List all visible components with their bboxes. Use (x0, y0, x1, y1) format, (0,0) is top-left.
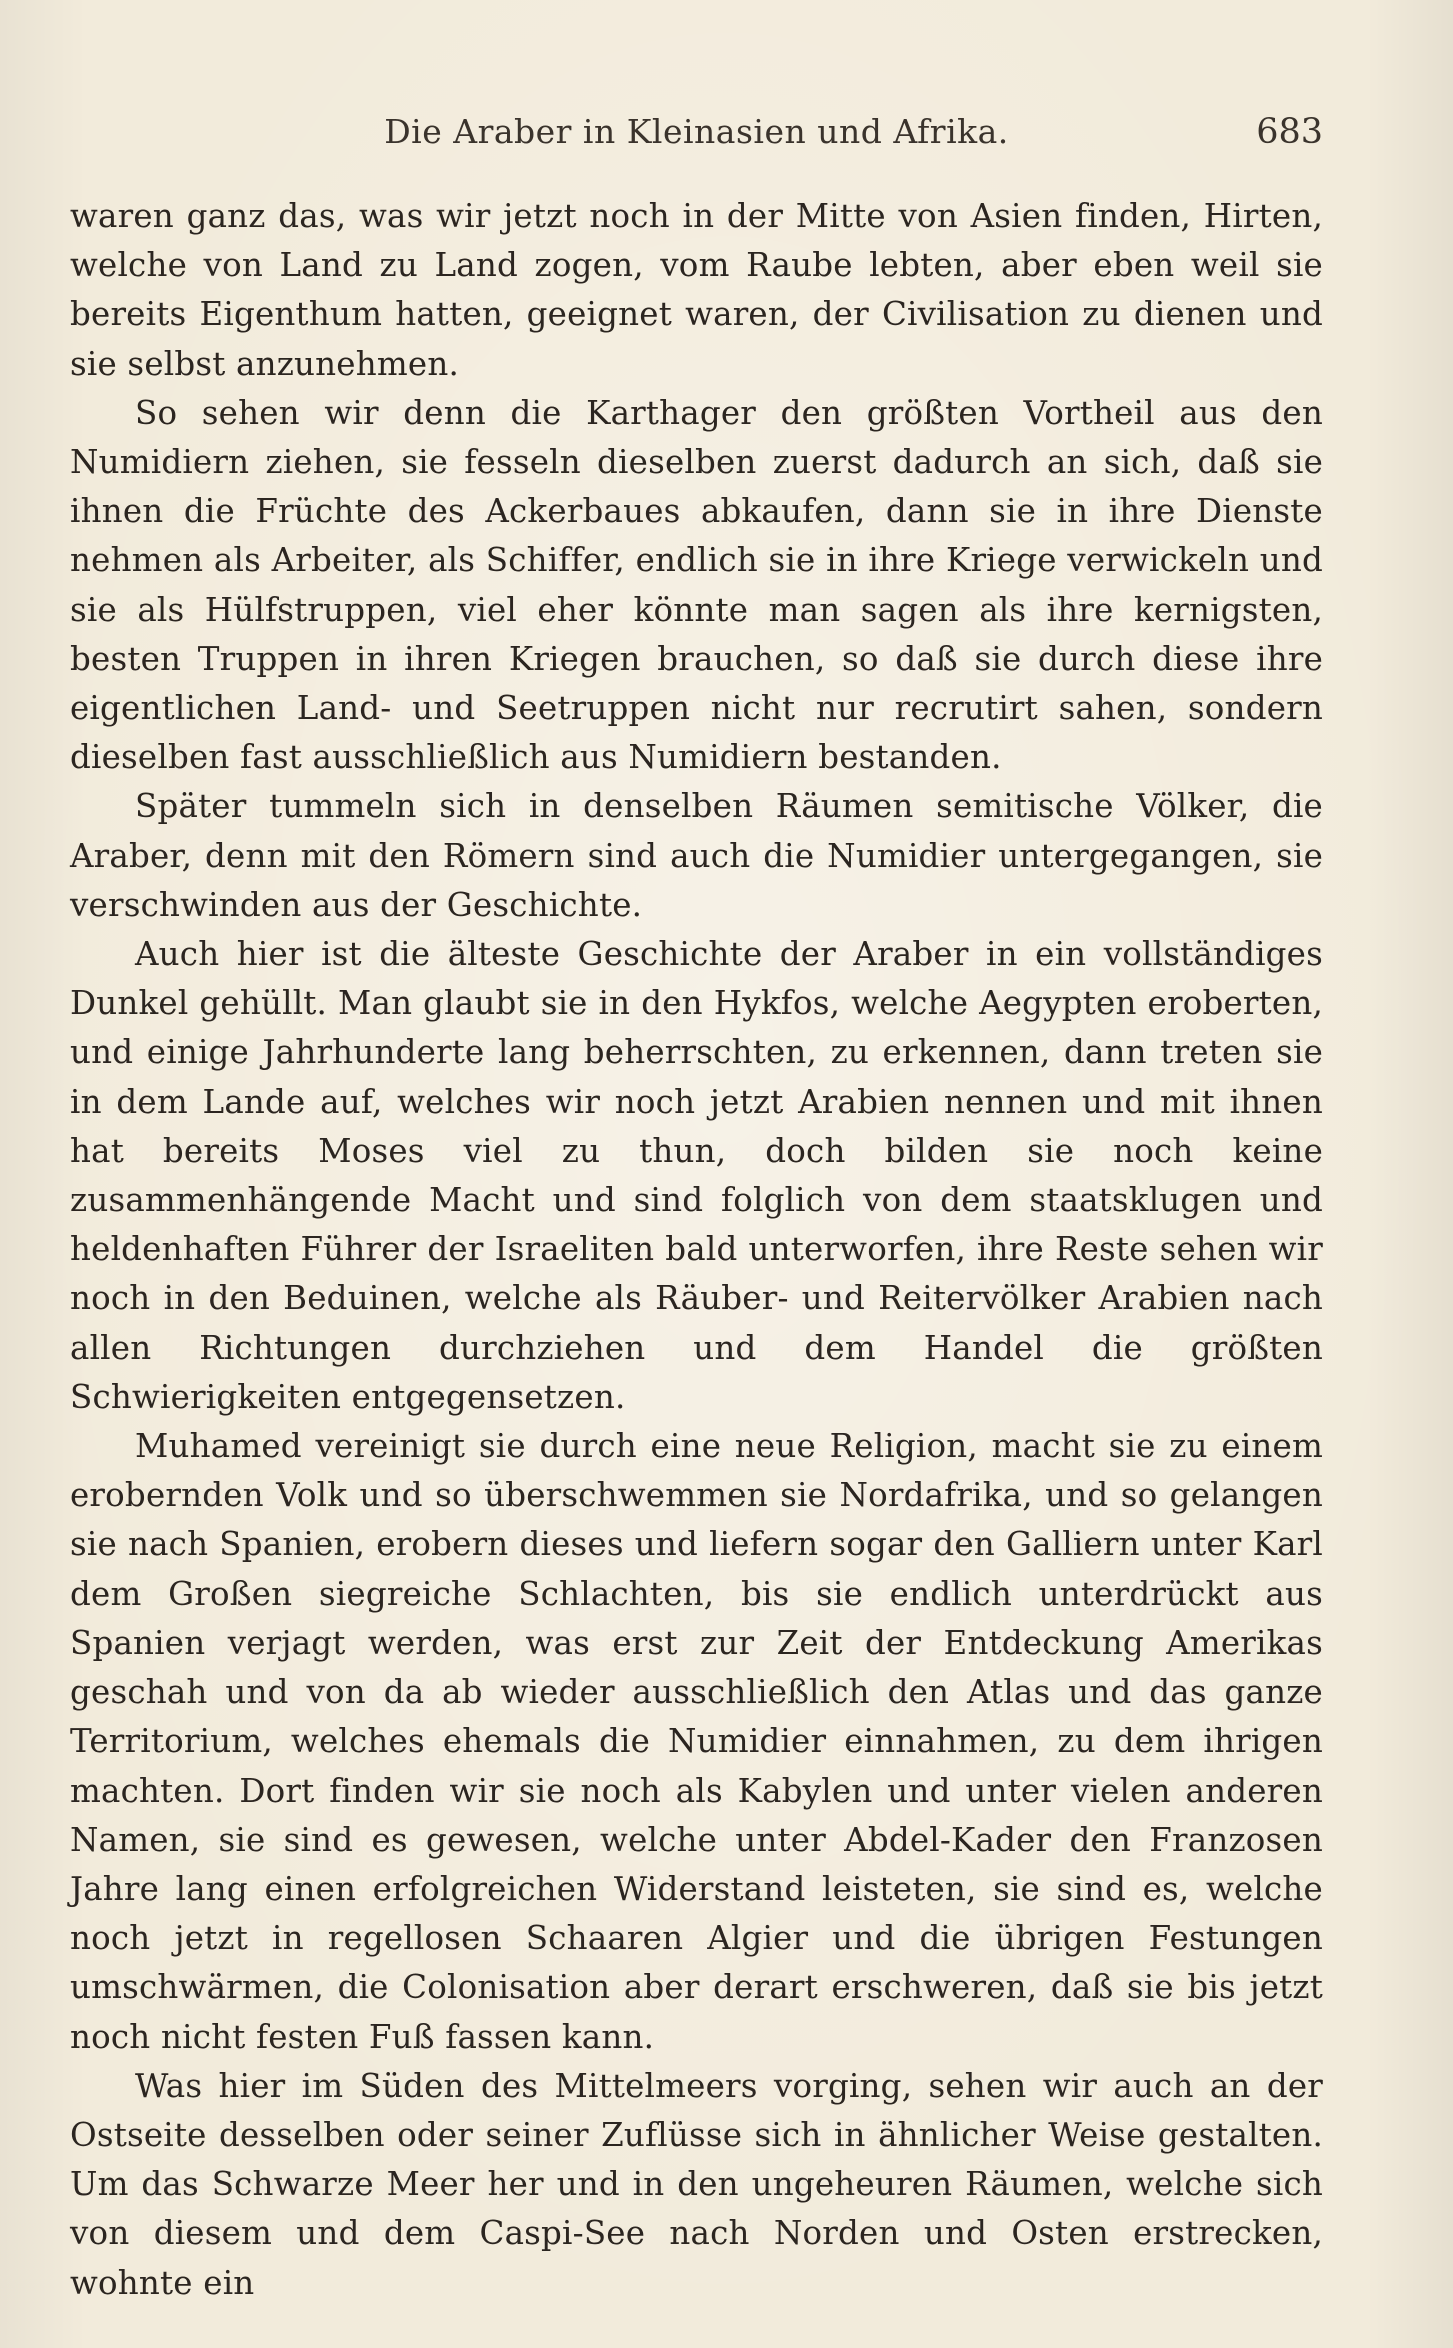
paragraph-5: Muhamed vereinigt sie durch eine neue Religion, macht sie zu einem erobernden Volk und so überschwemmen sie Nordafrika, und so gelangen sie nach Spanien, erobern dieses und liefern sogar den Galliern unter Karl dem Großen siegreiche Schlachten, bis sie endlich unterdrückt aus Spanien verjagt werden, was erst zur Zeit der Entdeckung Amerikas geschah und von da ab wieder ausschließlich den Atlas und das ganze Territorium, welches ehemals die Numidier einnahmen, zu dem ihrigen machten. Dort finden wir sie noch als Kabylen und unter vielen anderen Namen, sie sind es gewesen, welche unter Abdel-Kader den Franzosen Jahre lang einen erfolgreichen Widerstand leisteten, sie sind es, welche noch jetzt in regellosen Schaaren Algier und die übrigen Festungen umschwärmen, die Colonisation aber derart erschweren, daß sie bis jetzt noch nicht festen Fuß fassen kann. (70, 1427, 1323, 2056)
page-number: 683 (1256, 112, 1323, 152)
body-text (70, 192, 1323, 2308)
paragraph-1: waren ganz das, was wir jetzt noch in der Mitte von Asien finden, Hirten, welche von Land zu Land zogen, vom Raube lebten, aber eben weil sie bereits Eigenthum hatten, geeignet waren, der Civilisation zu dienen und sie selbst anzunehmen. (70, 197, 1323, 383)
paragraph-4: Auch hier ist die älteste Geschichte der Araber in ein vollständiges Dunkel gehüllt. Man glaubt sie in den Hykfos, welche Aegypten eroberten, und einige Jahrhunderte lang beherrschten, zu erkennen, dann treten sie in dem Lande auf, welches wir noch jetzt Arabien nennen und mit ihnen hat bereits Moses viel zu thun, doch bilden sie noch keine zusammenhängende Macht und sind folglich von dem staatsklugen und heldenhaften Führer der Israeliten bald unterworfen, ihre Reste sehen wir noch in den Beduinen, welche als Räuber- und Reitervölker Arabien nach allen Richtungen durchziehen und dem Handel die größten Schwierigkeiten entgegensetzen. (70, 935, 1323, 1416)
running-title: Die Araber in Kleinasien und Afrika. (384, 112, 1009, 151)
page-header (70, 112, 1323, 162)
paragraph-6: Was hier im Süden des Mittelmeers vorging, sehen wir auch an der Ostseite desselben oder seiner Zuflüsse sich in ähnlicher Weise gestalten. Um das Schwarze Meer her und in den ungeheuren Räumen, welche sich von diesem und dem Caspi-See nach Norden und Osten erstrecken, wohnte ein (70, 2066, 1323, 2302)
paragraph-2: So sehen wir denn die Karthager den größten Vortheil aus den Numidiern ziehen, sie fesseln dieselben zuerst dadurch an sich, daß sie ihnen die Früchte des Ackerbaues abkaufen, dann sie in ihre Dienste nehmen als Arbeiter, als Schiffer, endlich sie in ihre Kriege verwickeln und sie als Hülfstruppen, viel eher könnte man sagen als ihre kernigsten, besten Truppen in ihren Kriegen brauchen, so daß sie durch diese ihre eigentlichen Land- und Seetruppen nicht nur recrutirt sahen, sondern dieselben fast ausschließlich aus Numidiern bestanden. (70, 393, 1323, 777)
paragraph-3: Später tummeln sich in denselben Räumen semitische Völker, die Araber, denn mit den Römern sind auch die Numidier untergegangen, sie verschwinden aus der Geschichte. (70, 787, 1323, 924)
